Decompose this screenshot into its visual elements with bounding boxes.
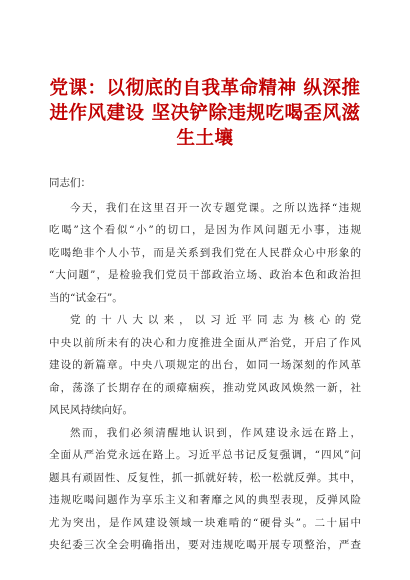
- paragraph-line: 党的十八大以来，以习近平同志为核心的党: [70, 314, 361, 326]
- document-body: [49, 172, 361, 557]
- paragraph-1: [49, 197, 361, 310]
- paragraph-line: 今天，我们在这里召开一次专题党课。之所以选择“违规: [70, 201, 361, 214]
- paragraph-line: 吃喝绝非个人小节，而是关系到我们党在人民群众心中形象的: [49, 246, 361, 259]
- paragraph-line: 题具有顽固性、反复性，抓一抓就好转，松一松就反弹。其中，: [49, 471, 361, 484]
- paragraph-line: 当的“试金石”。: [49, 291, 123, 304]
- document-title: [40, 76, 370, 151]
- paragraph-line: 中央以前所未有的决心和力度推进全面从严治党，开启了作风: [49, 336, 361, 349]
- paragraph-line: 风民风持续向好。: [49, 404, 133, 416]
- paragraph-line: 央纪委三次全会明确指出，要对违规吃喝开展专项整治，严查: [49, 539, 361, 551]
- paragraph-line: 然而，我们必须清醒地认识到，作风建设永远在路上，: [70, 426, 361, 439]
- title-line: 党课：以彻底的自我革命精神 纵深推: [49, 78, 361, 99]
- paragraph-line: 吃喝”这个看似“小”的切口，是因为作风问题无小事，违规: [49, 224, 361, 236]
- title-line: 生土壤: [176, 128, 234, 149]
- paragraph-line: 命，荡涤了长期存在的顽瘴痼疾，推动党风政风焕然一新，社: [49, 381, 361, 394]
- paragraph-line: 违规吃喝问题作为享乐主义和奢靡之风的典型表现，反弹风险: [49, 494, 361, 506]
- greeting: 同志们：: [49, 177, 91, 189]
- paragraph-2: [49, 309, 361, 422]
- paragraph-line: 全面从严治党永远在路上。习近平总书记反复强调，“四风”问: [49, 449, 361, 461]
- paragraph-line: “大问题”，是检验我们党员干部政治立场、政治本色和政治担: [49, 269, 361, 281]
- paragraph-line: 建设的新篇章。中央八项规定的出台，如同一场深刻的作风革: [49, 359, 361, 371]
- paragraph-3: [49, 422, 361, 557]
- title-line: 进作风建设 坚决铲除违规吃喝歪风滋: [49, 103, 361, 124]
- paragraph-line: 尤为突出，是作风建设领域一块难啃的“硬骨头”。二十届中: [49, 516, 361, 529]
